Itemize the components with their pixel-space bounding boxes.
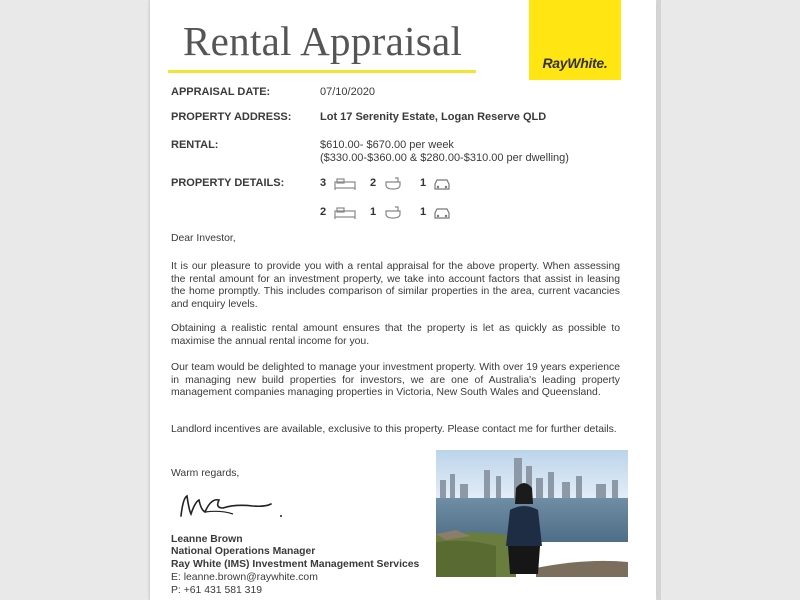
handwritten-signature — [175, 488, 285, 524]
letter-paragraph-2: Obtaining a realistic rental amount ensures that the property is let as quickly as possible to maximise the annual rental income for you. — [171, 323, 620, 347]
bed-icon — [334, 177, 356, 191]
staff-photo — [436, 450, 628, 577]
signatory-name: Leanne Brown — [171, 534, 243, 545]
signatory-role: National Operations Manager — [171, 546, 316, 557]
car-icon — [433, 177, 451, 191]
letter-greeting: Dear Investor, — [171, 233, 236, 244]
property-address-label: PROPERTY ADDRESS: — [171, 111, 292, 123]
dwelling-2-cars: 1 — [420, 206, 427, 218]
letter-paragraph-4: Landlord incentives are available, exclusive to this property. Please contact me for further details. — [171, 424, 617, 435]
letter-paragraph-1: It is our pleasure to provide you with a rental appraisal for the above property. When assessing the rental amount for an investment property, we take into account factors that assist in leasing the home promptly. This includes comparison of similar properties in the area, current vacancies and enquiry levels. — [171, 261, 620, 310]
bed-icon — [334, 206, 356, 220]
rental-label: RENTAL: — [171, 139, 219, 151]
signatory-phone: P: +61 431 581 319 — [171, 585, 262, 596]
rental-per-dwelling: ($330.00-$360.00 & $280.00-$310.00 per dwelling) — [320, 152, 569, 164]
title-underline — [168, 70, 476, 73]
dwelling-1-cars: 1 — [420, 177, 427, 189]
signatory-email: E: leanne.brown@raywhite.com — [171, 572, 318, 583]
appraisal-date-label: APPRAISAL DATE: — [171, 86, 271, 98]
raywhite-logo — [529, 0, 621, 80]
signatory-company: Ray White (IMS) Investment Management Services — [171, 559, 420, 570]
logo-text: RayWhite. — [542, 55, 608, 71]
appraisal-page — [150, 0, 656, 600]
car-icon — [433, 206, 451, 220]
bath-icon — [384, 205, 402, 220]
appraisal-date-value: 07/10/2020 — [320, 86, 376, 98]
property-address-value: Lot 17 Serenity Estate, Logan Reserve QLD — [320, 111, 547, 123]
dwelling-2-beds: 2 — [320, 206, 327, 218]
letter-paragraph-3: Our team would be delighted to manage your investment property. With over 19 years experience in managing new build properties for investors, we are one of Australia's leading property management companies managing properties in Victoria, New South Wales and Queensland. — [171, 362, 620, 399]
page-title: Rental Appraisal — [183, 18, 463, 64]
letter-closing: Warm regards, — [171, 468, 240, 479]
dwelling-2-baths: 1 — [370, 206, 377, 218]
dwelling-1-beds: 3 — [320, 177, 327, 189]
dwelling-1-baths: 2 — [370, 177, 377, 189]
bath-icon — [384, 176, 402, 191]
rental-range: $610.00- $670.00 per week — [320, 139, 454, 151]
property-details-label: PROPERTY DETAILS: — [171, 177, 285, 189]
document-edge — [657, 0, 661, 600]
